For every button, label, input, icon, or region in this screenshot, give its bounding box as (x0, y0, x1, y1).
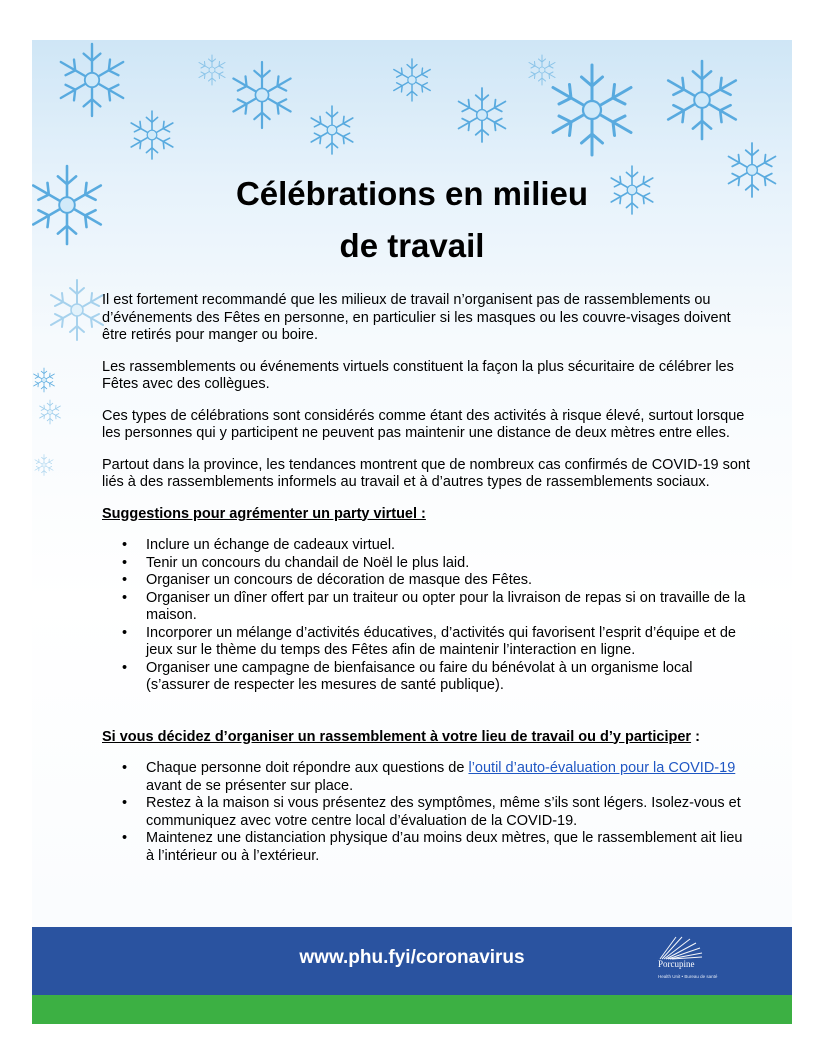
section2-heading-suffix: : (691, 728, 700, 745)
list-item (122, 795, 752, 830)
logo-tagline: Health Unit • Bureau de santé (658, 974, 718, 979)
list-item (122, 760, 752, 795)
paragraph: Les rassemblements ou événements virtuels constituent la façon la plus sécuritaire de célébrer les Fêtes avec des collègues. (102, 358, 734, 392)
list-item-text: Inclure un échange de cadeaux virtuel. (146, 537, 396, 553)
list-item-text: Incorporer un mélange d’activités éducatives, d’activités qui favorisent l’esprit d’équipe et de jeux sur le thème du temps des Fêtes afin de maintenir l’interaction en ligne. (146, 624, 736, 658)
section2-heading (102, 729, 752, 747)
footer-url-link[interactable]: www.phu.fyi/coronavirus (299, 947, 525, 968)
title-line-2: de travail (339, 227, 485, 264)
list-item (122, 537, 752, 555)
list-item (122, 659, 752, 695)
page-title (32, 168, 792, 272)
self-assessment-link[interactable]: l’outil d’auto-évaluation pour la COVID-19 (468, 760, 736, 776)
list-item (122, 624, 752, 660)
bullet-icon: • (122, 760, 128, 776)
paragraph: Partout dans la province, les tendances montrent que de nombreux cas confirmés de COVID-19 sont liés à des rassemblements informels au travail et à d’autres types de rassemblements sociaux. (102, 456, 751, 490)
list-item (122, 554, 752, 573)
list-item (122, 589, 752, 625)
list-item-text: Organiser un concours de décoration de masque des Fêtes. (146, 572, 533, 588)
porcupine-logo (654, 935, 754, 989)
list-item-text: Restez à la maison si vous présentez des symptômes, même s’ils sont légers. Isolez-vous et communiquez avec votre centre local d’évaluation de la COVID-19. (146, 795, 741, 829)
section2-list (102, 760, 752, 865)
footer-bar (32, 927, 792, 995)
bullet-icon: • (122, 659, 128, 676)
logo-name: Porcupine (658, 959, 695, 969)
list-item-text: Tenir un concours du chandail de Noël le plus laid. (146, 554, 470, 571)
list-item-text-after: avant de se présenter sur place. (146, 777, 354, 794)
bullet-icon: • (122, 554, 128, 571)
bullet-icon: • (122, 624, 128, 641)
list-item-text: Organiser un dîner offert par un traiteur ou opter pour la livraison de repas si on travaille de la maison. (146, 589, 746, 623)
section2-heading-text: Si vous décidez d’organiser un rassemblement à votre lieu de travail ou d’y participer (102, 728, 692, 745)
bullet-icon: • (122, 830, 128, 846)
section1-list (102, 537, 752, 695)
flyer-page (32, 40, 792, 1024)
list-item (122, 572, 752, 590)
list-item-text: Maintenez une distanciation physique d’au moins deux mètres, que le rassemblement ait lieu à l’intérieur ou à l’extérieur. (146, 830, 743, 864)
section1-heading: Suggestions pour agrémenter un party virtuel : (102, 505, 426, 522)
bullet-icon: • (122, 589, 128, 606)
title-line-1: Célébrations en milieu (235, 175, 589, 212)
bullet-icon: • (122, 795, 128, 811)
bullet-icon: • (122, 572, 128, 588)
list-item-text: Organiser une campagne de bienfaisance ou faire du bénévolat à un organisme local (s’assurer de respecter les mesures de santé publique). (146, 659, 693, 693)
paragraph: Ces types de célébrations sont considérés comme étant des activités à risque élevé, surtout lorsque les personnes qui y participent ne peuvent pas maintenir une distance de deux mètres entre elles. (102, 407, 745, 441)
list-item-text-before: Chaque personne doit répondre aux questions de (146, 760, 469, 776)
footer-green-band (32, 995, 792, 1024)
bullet-icon: • (122, 537, 128, 553)
list-item (122, 830, 752, 865)
body-content (102, 292, 752, 879)
paragraph: Il est fortement recommandé que les milieux de travail n’organisent pas de rassemblements ou d’événements des Fêtes en personne, en particulier si les masques ou les couvre-visages doivent être retirés pour manger ou boire. (102, 292, 731, 343)
